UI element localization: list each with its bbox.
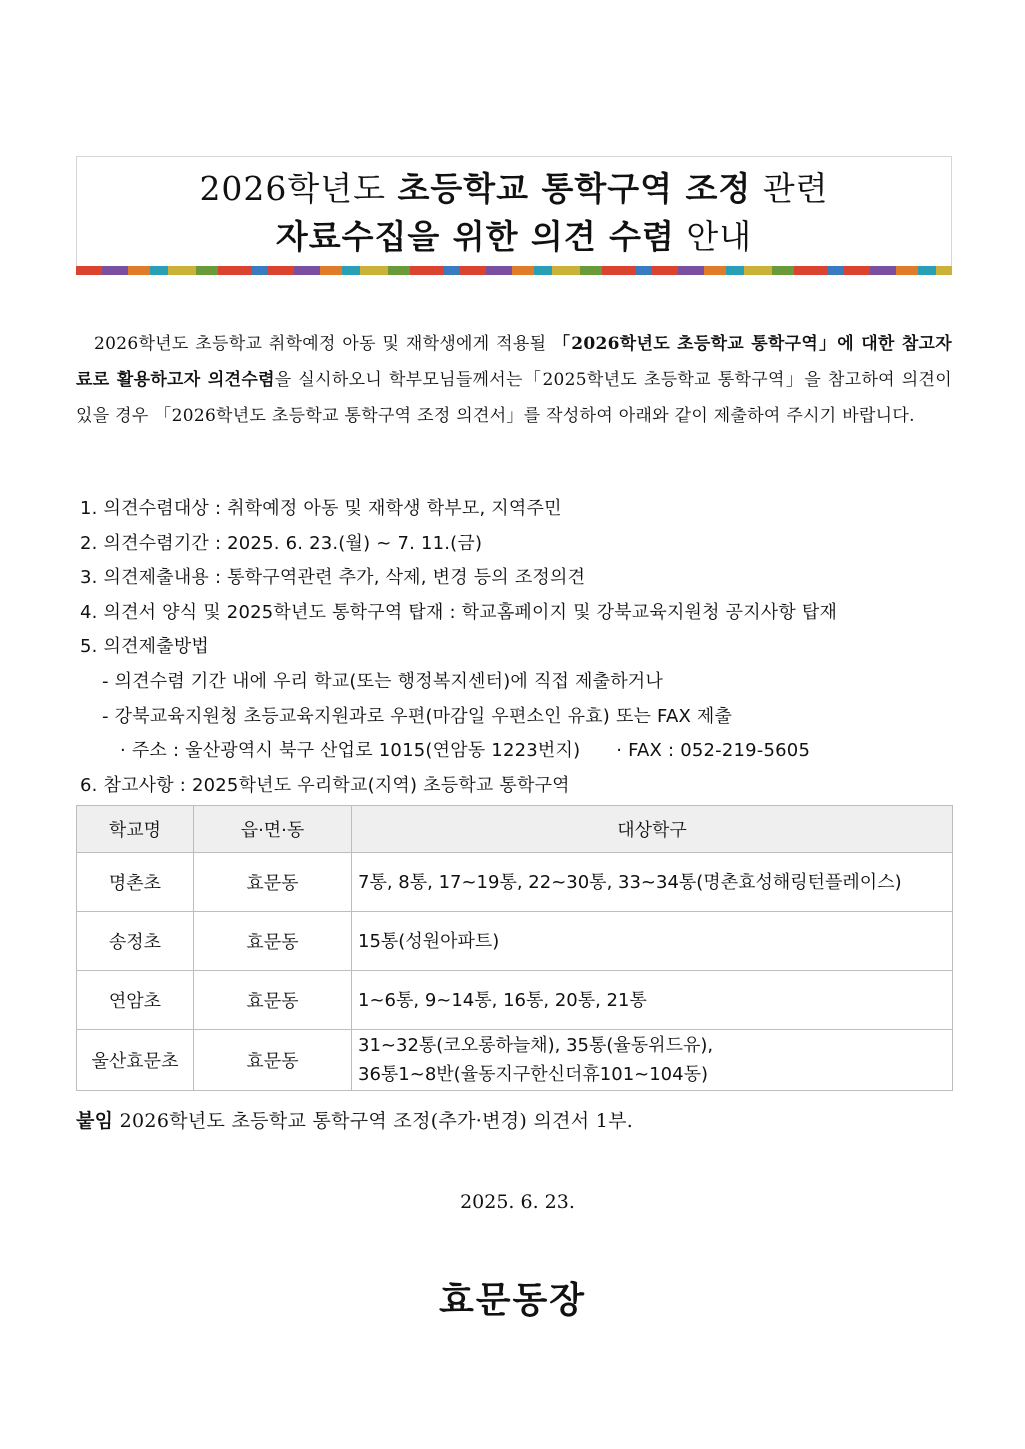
title-end-2: 안내	[674, 217, 753, 256]
item-address: · 주소 : 울산광역시 북구 산업로 1015(연암동 1223번지)	[120, 740, 581, 762]
table-row	[77, 971, 953, 1030]
item-form: 4. 의견서 양식 및 2025학년도 통학구역 탑재 : 학교홈페이지 및 강북교육지원청 공지사항 탑재	[80, 601, 838, 623]
cell-school: 울산효문초	[77, 1030, 194, 1091]
item-method: 5. 의견제출방법	[80, 636, 210, 658]
cell-area-line: 36통1~8반(율동지구한신더휴101~104동)	[358, 1064, 708, 1085]
cell-area	[352, 971, 953, 1030]
cell-area	[352, 853, 953, 912]
attachment-text: 2026학년도 초등학교 통학구역 조정(추가·변경) 의견서 1부.	[113, 1110, 634, 1132]
intro-paragraph	[76, 326, 952, 434]
cell-dong: 효문동	[194, 971, 352, 1030]
cell-area-line: 15통(성원아파트)	[358, 930, 500, 952]
title-bold-2: 자료수집을 위한 의견 수렴	[275, 217, 675, 256]
item-reference: 6. 참고사항 : 2025학년도 우리학교(지역) 초등학교 통학구역	[80, 774, 570, 796]
cell-school: 명촌초	[77, 853, 194, 912]
cell-area-line: 7통, 8통, 17~19통, 22~30통, 33~34통(명촌효성해링턴플레이스)	[358, 871, 902, 893]
title-bold-1: 초등학교 통학구역 조정	[397, 169, 752, 208]
item-method-direct: - 의견수렴 기간 내에 우리 학교(또는 행정복지센터)에 직접 제출하거나	[102, 670, 663, 692]
cell-area-line: 1~6통, 9~14통, 16통, 20통, 21통	[358, 989, 647, 1011]
cell-school: 연암초	[77, 971, 194, 1030]
items-list	[80, 492, 960, 803]
title-year: 2026학년도	[199, 169, 398, 208]
header-school: 학교명	[77, 806, 194, 853]
intro-part-1: 2026학년도 초등학교 취학예정 아동 및 재학생에게 적용될	[94, 334, 553, 354]
signer: 효문동장	[438, 1279, 587, 1321]
decorative-stripe	[76, 266, 952, 275]
item-period: 2. 의견수렴기간 : 2025. 6. 23.(월) ~ 7. 11.(금)	[80, 532, 483, 554]
table-row	[77, 853, 953, 912]
title-end-1: 관련	[751, 169, 829, 208]
attachment-note	[76, 1106, 633, 1133]
title-line-2	[77, 213, 951, 261]
item-address-line	[80, 734, 960, 769]
item-content: 3. 의견제출내용 : 통학구역관련 추가, 삭제, 변경 등의 조정의견	[80, 567, 586, 589]
cell-dong: 효문동	[194, 1030, 352, 1091]
cell-dong: 효문동	[194, 912, 352, 971]
document-date: 2025. 6. 23.	[460, 1191, 575, 1213]
item-method-mail: - 강북교육지원청 초등교육지원과로 우편(마감일 우편소인 유효) 또는 FAX 제출	[102, 705, 733, 727]
attachment-label: 붙임	[76, 1110, 114, 1132]
header-dong: 읍·면·동	[194, 806, 352, 853]
school-district-table	[76, 805, 953, 1091]
intro-part-2: 「2026학년도 초등학교 통학구역」에 대한 참고자료로 활용하고자 의견수렴	[76, 334, 952, 390]
item-fax: · FAX : 052-219-5605	[616, 740, 811, 762]
table-row	[77, 1030, 953, 1091]
header-area: 대상학구	[352, 806, 953, 853]
cell-area	[352, 912, 953, 971]
cell-dong: 효문동	[194, 853, 352, 912]
intro-part-3: 을 실시하오니 학부모님들께서는「2025학년도 초등학교 통학구역」을 참고하여 의견이 있을 경우 「2026학년도 초등학교 통학구역 조정 의견서」를 작성하여 아래와 같이 제출하여 주시기 바랍니다.	[76, 370, 952, 426]
table-row	[77, 912, 953, 971]
cell-school: 송정초	[77, 912, 194, 971]
table-header-row	[77, 806, 953, 853]
cell-area-line: 31~32통(코오롱하늘채), 35통(율동위드유),	[358, 1035, 714, 1056]
title-line-1	[77, 165, 951, 213]
cell-area	[352, 1030, 953, 1091]
title-box	[76, 156, 952, 268]
item-target: 1. 의견수렴대상 : 취학예정 아동 및 재학생 학부모, 지역주민	[80, 498, 562, 519]
